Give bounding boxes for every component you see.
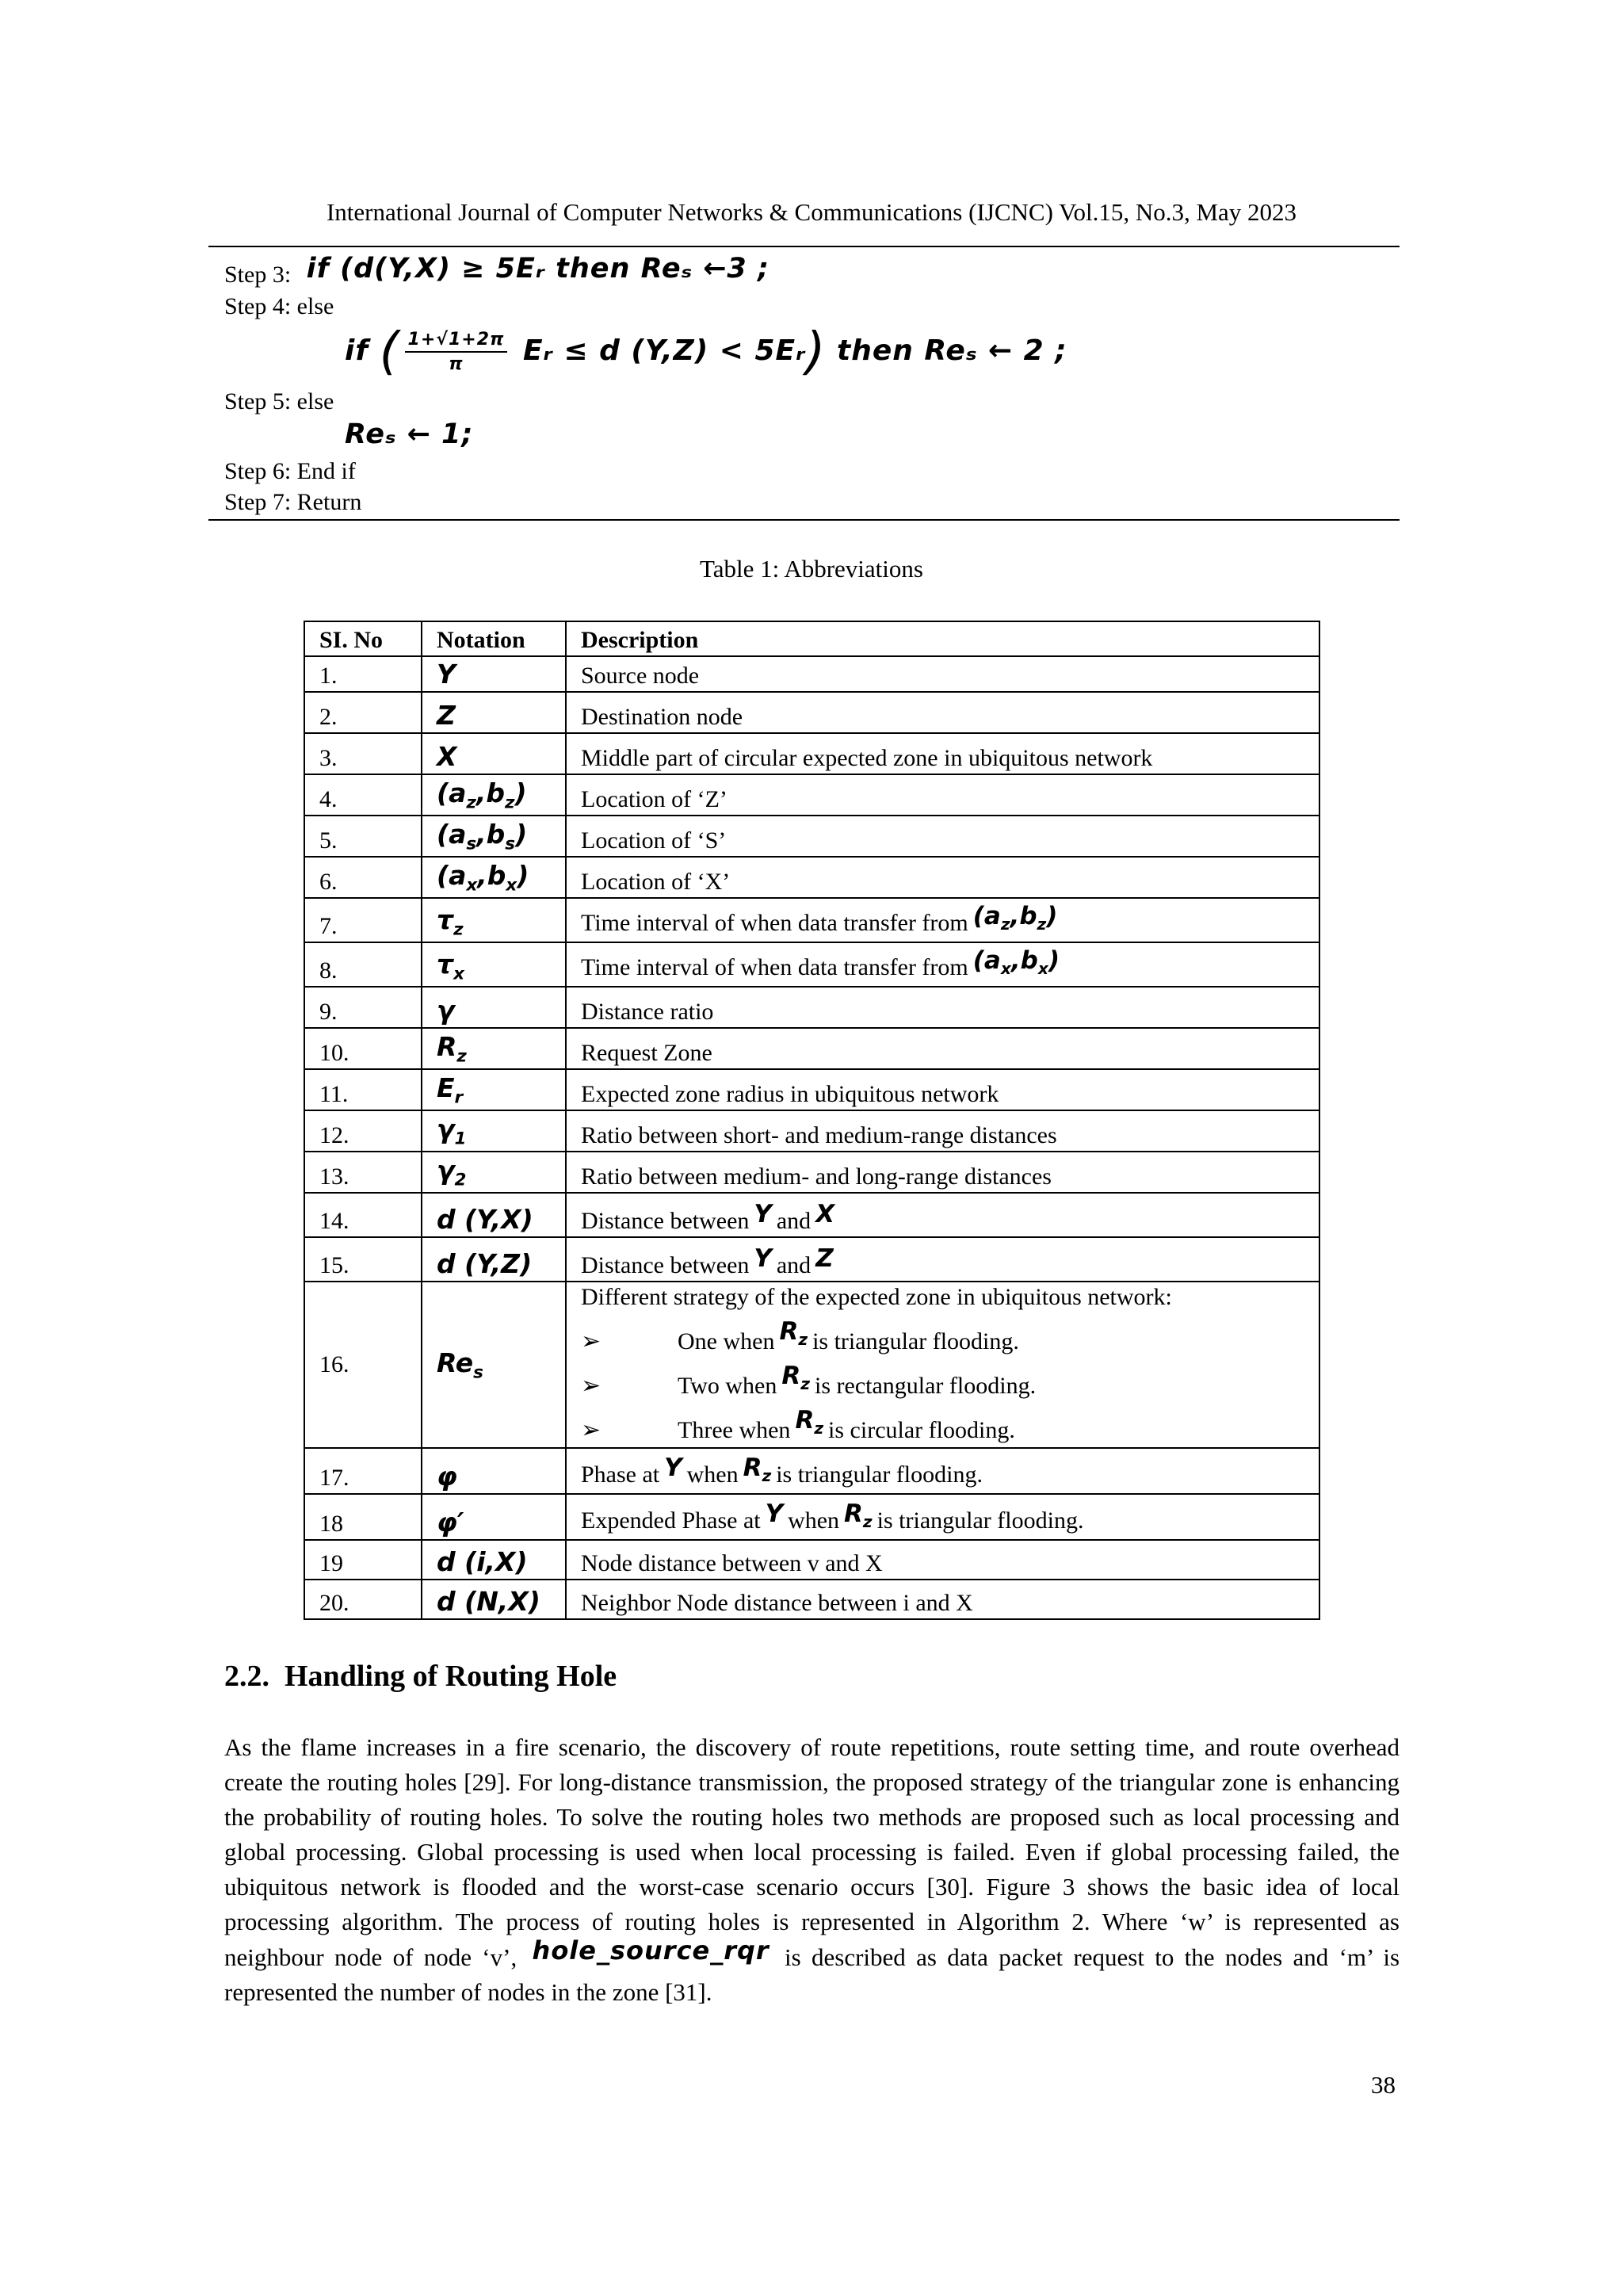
description-math-2: Z xyxy=(815,1244,834,1273)
row-notation xyxy=(422,733,566,774)
row-notation xyxy=(422,1152,566,1193)
table-row xyxy=(304,1580,1319,1619)
description-math-2: $R_z$ xyxy=(743,1453,772,1485)
notation-math: φ′ xyxy=(437,1507,464,1538)
description-math-1: Y xyxy=(754,1244,772,1273)
page-number: 38 xyxy=(1371,2071,1396,2099)
bullet-math: $R_z$ xyxy=(779,1316,808,1349)
row-description xyxy=(566,733,1319,774)
notation-math: Y xyxy=(437,659,456,690)
description-text-a: Expended Phase at xyxy=(581,1507,761,1534)
step4-then: then Reₛ ← 2 ; xyxy=(836,334,1067,367)
algorithm-step-6: Step 6: End if xyxy=(224,458,356,484)
row-notation xyxy=(422,987,566,1028)
bullet-arrow-icon: ➢ xyxy=(581,1417,601,1443)
row-notation xyxy=(422,1069,566,1110)
running-head: International Journal of Computer Networks & Communications (IJCNC) Vol.15, No.3, May 2023 xyxy=(326,198,1297,226)
row-description xyxy=(566,1580,1319,1619)
body-paragraph xyxy=(224,1730,1400,2010)
step5-math: Reₛ ← 1; xyxy=(345,418,474,450)
notation-math: γ xyxy=(437,995,455,1026)
notation-math: Z xyxy=(437,700,456,731)
table-row xyxy=(304,1069,1319,1110)
row-description xyxy=(566,816,1319,857)
row-number: 5. xyxy=(304,816,422,857)
description-text-b: when xyxy=(788,1507,840,1534)
row-notation xyxy=(422,1193,566,1237)
step4-math xyxy=(345,323,1067,381)
description-text-c: is triangular flooding. xyxy=(776,1461,983,1488)
description-math-1: Y xyxy=(664,1453,682,1482)
row-description xyxy=(566,1069,1319,1110)
row-description xyxy=(566,1540,1319,1580)
notation-math: $\tau_z$ xyxy=(437,904,464,940)
algorithm-step-5: Step 5: else xyxy=(224,388,334,415)
description-text: Source node xyxy=(581,663,700,689)
notation-math: φ xyxy=(437,1461,457,1492)
description-text-b: and xyxy=(776,1252,812,1278)
table-caption: Table 1: Abbreviations xyxy=(700,555,923,583)
algorithm-step-7: Step 7: Return xyxy=(224,489,362,515)
row-description xyxy=(566,1237,1319,1282)
table-row xyxy=(304,1193,1319,1237)
description-text: Expected zone radius in ubiquitous network xyxy=(581,1081,999,1107)
fraction-denominator: π xyxy=(449,354,464,374)
description-text: Location of ‘X’ xyxy=(581,869,731,895)
table-row xyxy=(304,774,1319,816)
notation-math: $(a_z,b_z)$ xyxy=(437,777,527,813)
row-number: 17. xyxy=(304,1448,422,1494)
row-description xyxy=(566,857,1319,898)
section-heading xyxy=(224,1659,617,1694)
row-notation xyxy=(422,1580,566,1619)
table-row xyxy=(304,692,1319,733)
description-text: Ratio between medium- and long-range distances xyxy=(581,1163,1052,1190)
notation-math: $\gamma_2$ xyxy=(437,1155,467,1190)
row-number: 18 xyxy=(304,1494,422,1540)
algorithm-step-3 xyxy=(224,253,769,288)
table-row xyxy=(304,1540,1319,1580)
row-notation xyxy=(422,857,566,898)
row-notation xyxy=(422,1448,566,1494)
row-number: 9. xyxy=(304,987,422,1028)
row-description xyxy=(566,774,1319,816)
description-math-1: Y xyxy=(765,1499,784,1528)
description-text: Neighbor Node distance between i and X xyxy=(581,1590,973,1616)
fraction xyxy=(405,330,508,374)
description-math-1: Y xyxy=(754,1200,772,1228)
header-notation: Notation xyxy=(422,621,566,656)
row-notation xyxy=(422,898,566,942)
description-text-a: Phase at xyxy=(581,1461,660,1488)
notation-math: $\gamma_1$ xyxy=(437,1114,467,1149)
header-no: SI. No xyxy=(304,621,422,656)
description-text: Location of ‘Z’ xyxy=(581,786,727,812)
notation-math: d (i,X) xyxy=(437,1546,528,1577)
row-number: 6. xyxy=(304,857,422,898)
row-description xyxy=(566,692,1319,733)
table-row xyxy=(304,656,1319,692)
notation-math: d (Y,X) xyxy=(437,1204,533,1235)
row-description xyxy=(566,1110,1319,1152)
abbreviations-table xyxy=(304,621,1320,1620)
row-description xyxy=(566,942,1319,987)
row-description xyxy=(566,1152,1319,1193)
section-title: Handling of Routing Hole xyxy=(285,1660,617,1693)
bullet-arrow-icon: ➢ xyxy=(581,1373,601,1399)
fraction-numerator: 1+√1+2π xyxy=(405,330,508,353)
bullet-pre: One when xyxy=(678,1328,775,1354)
paragraph-text-2: is described as data packet request to the nodes and ‘m’ is represented the number of nodes in the zone [31]. xyxy=(224,1943,1400,2006)
description-text: Destination node xyxy=(581,704,743,730)
notation-math: $E_r$ xyxy=(437,1072,464,1108)
row-description xyxy=(566,1193,1319,1237)
description-text: Time interval of when data transfer from xyxy=(581,953,968,980)
notation-math: d (N,X) xyxy=(437,1586,540,1617)
section-number: 2.2. xyxy=(224,1660,269,1693)
table-body xyxy=(304,656,1319,1619)
row-notation xyxy=(422,656,566,692)
description-text: Time interval of when data transfer from xyxy=(581,909,968,936)
description-text-c: is triangular flooding. xyxy=(876,1507,1084,1534)
row-notation xyxy=(422,1540,566,1580)
step4-if: if xyxy=(345,334,369,367)
step3-math: if (d(Y,X) ≥ 5Eᵣ then Reₛ ←3 ; xyxy=(306,253,769,285)
top-rule xyxy=(208,246,1400,247)
description-text-a: Distance between xyxy=(581,1208,750,1234)
description-math: $(a_z,b_z)$ xyxy=(972,901,1058,934)
bullet-pre: Three when xyxy=(678,1417,791,1443)
row-notation xyxy=(422,1110,566,1152)
description-text: Node distance between v and X xyxy=(581,1550,883,1576)
close-paren: ) xyxy=(805,323,827,381)
paragraph-text-1: As the flame increases in a fire scenario, the discovery of route repetitions, route setting time, and route overhead create the routing holes [29]. For long-distance transmission, the proposed strategy of the triangular zone is enhancing the probability of routing holes. To solve the routing holes two methods are proposed such as local processing and global processing. Global processing is used when local processing is failed. Even if global processing failed, the ubiquitous network is flooded and the worst-case scenario occurs [30]. Figure 3 shows the basic idea of local processing algorithm. The process of routing holes is represented in Algorithm 2. Where ‘w’ is represented as neighbour node of node ‘v’, xyxy=(224,1733,1400,1971)
row-description xyxy=(566,1494,1319,1540)
table-row xyxy=(304,1110,1319,1152)
table-row xyxy=(304,1282,1319,1448)
row-notation xyxy=(422,816,566,857)
bullet-item xyxy=(581,1400,1304,1444)
table-row xyxy=(304,1152,1319,1193)
notation-math: $(a_s,b_s)$ xyxy=(437,819,528,854)
row-notation xyxy=(422,774,566,816)
description-text-b: when xyxy=(686,1461,739,1488)
table-row xyxy=(304,857,1319,898)
bullet-item xyxy=(581,1311,1304,1355)
table-row xyxy=(304,1028,1319,1069)
row-description xyxy=(566,1448,1319,1494)
description-text: Middle part of circular expected zone in ubiquitous network xyxy=(581,745,1153,771)
row-number: 1. xyxy=(304,656,422,692)
row-description xyxy=(566,1282,1319,1448)
paragraph-math: hole_source_rqr xyxy=(532,1935,769,1966)
algorithm-step-4: Step 4: else xyxy=(224,293,334,319)
table-header-row xyxy=(304,621,1319,656)
description-text-b: and xyxy=(776,1208,812,1234)
row-number: 4. xyxy=(304,774,422,816)
row-number: 14. xyxy=(304,1193,422,1237)
description-text: Distance ratio xyxy=(581,999,714,1025)
row-number: 15. xyxy=(304,1237,422,1282)
step3-label: Step 3: xyxy=(224,262,292,288)
notation-math: $(a_x,b_x)$ xyxy=(437,860,529,896)
bullet-post: is rectangular flooding. xyxy=(815,1373,1037,1399)
row-number: 8. xyxy=(304,942,422,987)
row-description xyxy=(566,1028,1319,1069)
row-description xyxy=(566,987,1319,1028)
description-math-2: $R_z$ xyxy=(844,1499,873,1531)
row-notation xyxy=(422,1282,566,1448)
table-row xyxy=(304,942,1319,987)
notation-math: $\tau_x$ xyxy=(437,949,464,984)
bullet-item xyxy=(581,1355,1304,1400)
description-text: Different strategy of the expected zone in ubiquitous network: xyxy=(581,1284,1172,1310)
bottom-rule xyxy=(208,519,1400,521)
row-number: 12. xyxy=(304,1110,422,1152)
description-text: Location of ‘S’ xyxy=(581,827,727,854)
row-number: 7. xyxy=(304,898,422,942)
notation-math: $R_z$ xyxy=(437,1031,467,1067)
row-number: 19 xyxy=(304,1540,422,1580)
notation-math: X xyxy=(437,741,457,772)
open-paren: ( xyxy=(379,323,400,381)
table-row xyxy=(304,1237,1319,1282)
table-row xyxy=(304,1448,1319,1494)
bullet-post: is triangular flooding. xyxy=(812,1328,1019,1354)
bullet-arrow-icon: ➢ xyxy=(581,1328,601,1354)
table-row xyxy=(304,816,1319,857)
row-description xyxy=(566,656,1319,692)
table-row xyxy=(304,898,1319,942)
step4-inequality: Eᵣ ≤ d (Y,Z) < 5Eᵣ xyxy=(522,334,806,367)
bullet-post: is circular flooding. xyxy=(828,1417,1015,1443)
bullet-math: $R_z$ xyxy=(795,1405,824,1438)
notation-math: d (Y,Z) xyxy=(437,1248,533,1279)
row-number: 13. xyxy=(304,1152,422,1193)
row-notation xyxy=(422,1494,566,1540)
row-number: 2. xyxy=(304,692,422,733)
table-row xyxy=(304,1494,1319,1540)
description-text: Request Zone xyxy=(581,1040,712,1066)
description-text-a: Distance between xyxy=(581,1252,750,1278)
row-number: 20. xyxy=(304,1580,422,1619)
table-row xyxy=(304,733,1319,774)
row-notation xyxy=(422,942,566,987)
notation-math: $Re_s$ xyxy=(437,1347,483,1383)
row-description xyxy=(566,898,1319,942)
description-text: Ratio between short- and medium-range distances xyxy=(581,1122,1057,1148)
row-number: 16. xyxy=(304,1282,422,1448)
bullet-math: $R_z$ xyxy=(781,1361,810,1393)
bullet-pre: Two when xyxy=(678,1373,777,1399)
row-notation xyxy=(422,1028,566,1069)
description-math-2: X xyxy=(815,1200,835,1228)
description-math: $(a_x,b_x)$ xyxy=(972,946,1060,978)
row-notation xyxy=(422,692,566,733)
row-number: 10. xyxy=(304,1028,422,1069)
row-notation xyxy=(422,1237,566,1282)
row-number: 11. xyxy=(304,1069,422,1110)
header-description: Description xyxy=(566,621,1319,656)
row-number: 3. xyxy=(304,733,422,774)
table-row xyxy=(304,987,1319,1028)
